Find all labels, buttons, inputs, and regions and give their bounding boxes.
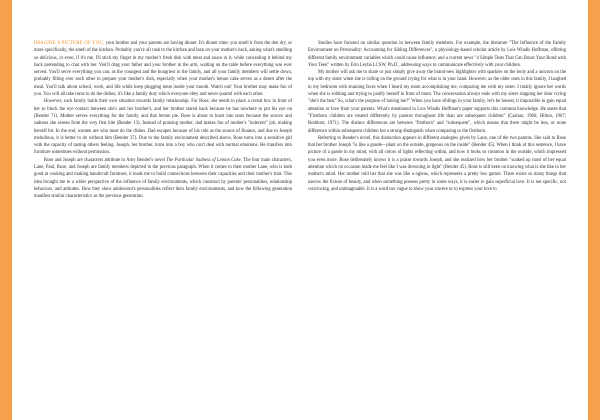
paragraph-6: Referring to Bender's novel, this distinction appears in different analogies given by Lane, one of the two parents. She said to Rose that her brother Joseph "is like a goode—plant on the outside, gorgeous on the inside" (Bender 45). When I think of this sentence, I have picture of a gaode in my mind, with all colors of lights reflecting within, and how it looks so common in the outside, which impressed you even more. Rose deliberately knows it is a praise towards Joseph, and she realized how her brother "soaked up most of her equal attention which on occasion made me feel like I was drowning in light" (Bender 45). Rose is still keen on knowing what is she like in her mother's mind. Her mother told her that she was like a ogleus, which represents a pretty low gamut. There exists so many things that narrow the fixture of beauty, and when something possess pretty in some ways, it is easier to gain superficial love. It is not specific, not convincing, and unimaginable. It is a word too vague to show your sincere or to express your love to — [308, 135, 566, 192]
left-accent-bar — [0, 0, 12, 420]
paragraph-3-start: Rose and Joseph are characters attribute to Amy Bender's novel — [44, 157, 167, 163]
paragraph-3-rest: The four main characters, Lane, Paul, Rose, and Joseph are family members depicted in the previous paragraph. When it comes to their mother Lane, who is both good at cooking and making handicraft furniture, it leads me to build connections between their capacities and their mother's trait. This idea brought me to a wider perspective of the influence of family environments, which construct by parents' personalities, relationship behaviors, and attitudes. How they show adolescent's personalities reflect their family environments, and how the following generation manifest similar characteristics as the previous generation. — [34, 157, 292, 200]
paragraph-2: However, such family holds their own situation towards family relationship. For Rose, she needs to place a cereal box in front of her to block the eye contact between she's and her brother's, and her brother stared back because he has nowhere to put his eye on (Bender 71). Mother serves everything for the family, and that lemon pie, Rose is about to burst into tears because the sorrow and sadness she senses from the very first bite (Bender 13). Instead of praising mother, dad makes fun of mother's "indecent" job, making herself bit. In the end, women are who must do the dishes. Dad escapes because of his role as the source of finance, and due to Joseph melodious, it is better to do without him (Bender 37). Due to the family environment described above, Rose turns into a sensitive girl with the capacity of tasting others feeling. Joseph, her brother, turns into a boy who can't deal with normal emotions. He transfers into furniture sometimes without permission. — [34, 99, 292, 156]
right-accent-bar — [588, 0, 600, 420]
left-text-column — [34, 40, 292, 201]
paragraph-1 — [34, 40, 292, 98]
book-title: The Particular Sadness of Lemon Cake. — [166, 157, 242, 163]
paragraph-5: My mother will ask me to share or just simply give away the brand-new highlighter with sparkles on the body and a unicorn on the top with my sister when she is rolling on the ground crying for what is in your hand. However, as the older ones in this family, I laughed in my bedroom with stunning faces when I heard my mom accomplishing me, comparing me with my sister. I totally ignore her words when she is sobbing and trying to justify herself in front of mom. The conversation always ends with my sister slapping her door crying "she's the best" So, what's the purpose of having me?" When you have siblings in your family, let's be honest, it impossible to gain equal attention or love from your parents. What's mentioned in Lois Wladis Hoffman's paper supports this common knowledge. He states that "Firstborn children are treated differently by parents throughout life than are subsequent children" (Cashun, 1966; Hilton, 1967; Rothbart, 1971). The distinct differences are between "firstborn" and "subsequent", which means that there might be less, or none difference within subsequent children but a strong distinguish when comparing to the firstborn. — [308, 70, 566, 134]
lead-in-text: IMAGINE A PICTURE OF YOU, — [34, 41, 105, 46]
paragraph-4: Studies have focused on similar question in between family members. For example, the literature "The Influence of the Family Environment on Personality: Accounting for Sibling Differences", a physiology-based scholar article by Lois Wladis Hoffman, offering different family environment variables which could cause influence; and a current news "4 Simple Tests That Can Boost Your Bond with Your Teen" written by Erin Leyba LCSW, Ph.D., addressing ways to communicate effectively with your children. — [308, 41, 566, 68]
paragraph-3 — [34, 157, 292, 201]
right-text-column — [308, 40, 566, 193]
paragraph-1-body: your brother and your parents are having dinner. It's dinner time; you smell it from the den dry, or more specifically, the smell of the kitchen. Probably you're all rush to the kitchen and lean on your mother's back, asking what's smelling so delicious, or even, if it's me, I'll stick my finger in my mother's fresh dish with meat and sauce in it, while concealing it behind my back pretending to chat with her. You'll drag your father and your brother in the arm, waiting on the table before everything was ever served. You'll serve everything you can, as the youngest and the hungriest in the family, and all your family members will settle down, probably filling over each other to prepare your mother's dish, especially when your mother's lemon cake serves as a desert after the meal. You'll talk about school, work, and life while keep plugging meat inside your mouth. Watch out! Your brother may make fun of you. You will all take turns to do the dishes; it's like a family duty which everyone obey and never quarrel with each other. — [34, 41, 292, 98]
